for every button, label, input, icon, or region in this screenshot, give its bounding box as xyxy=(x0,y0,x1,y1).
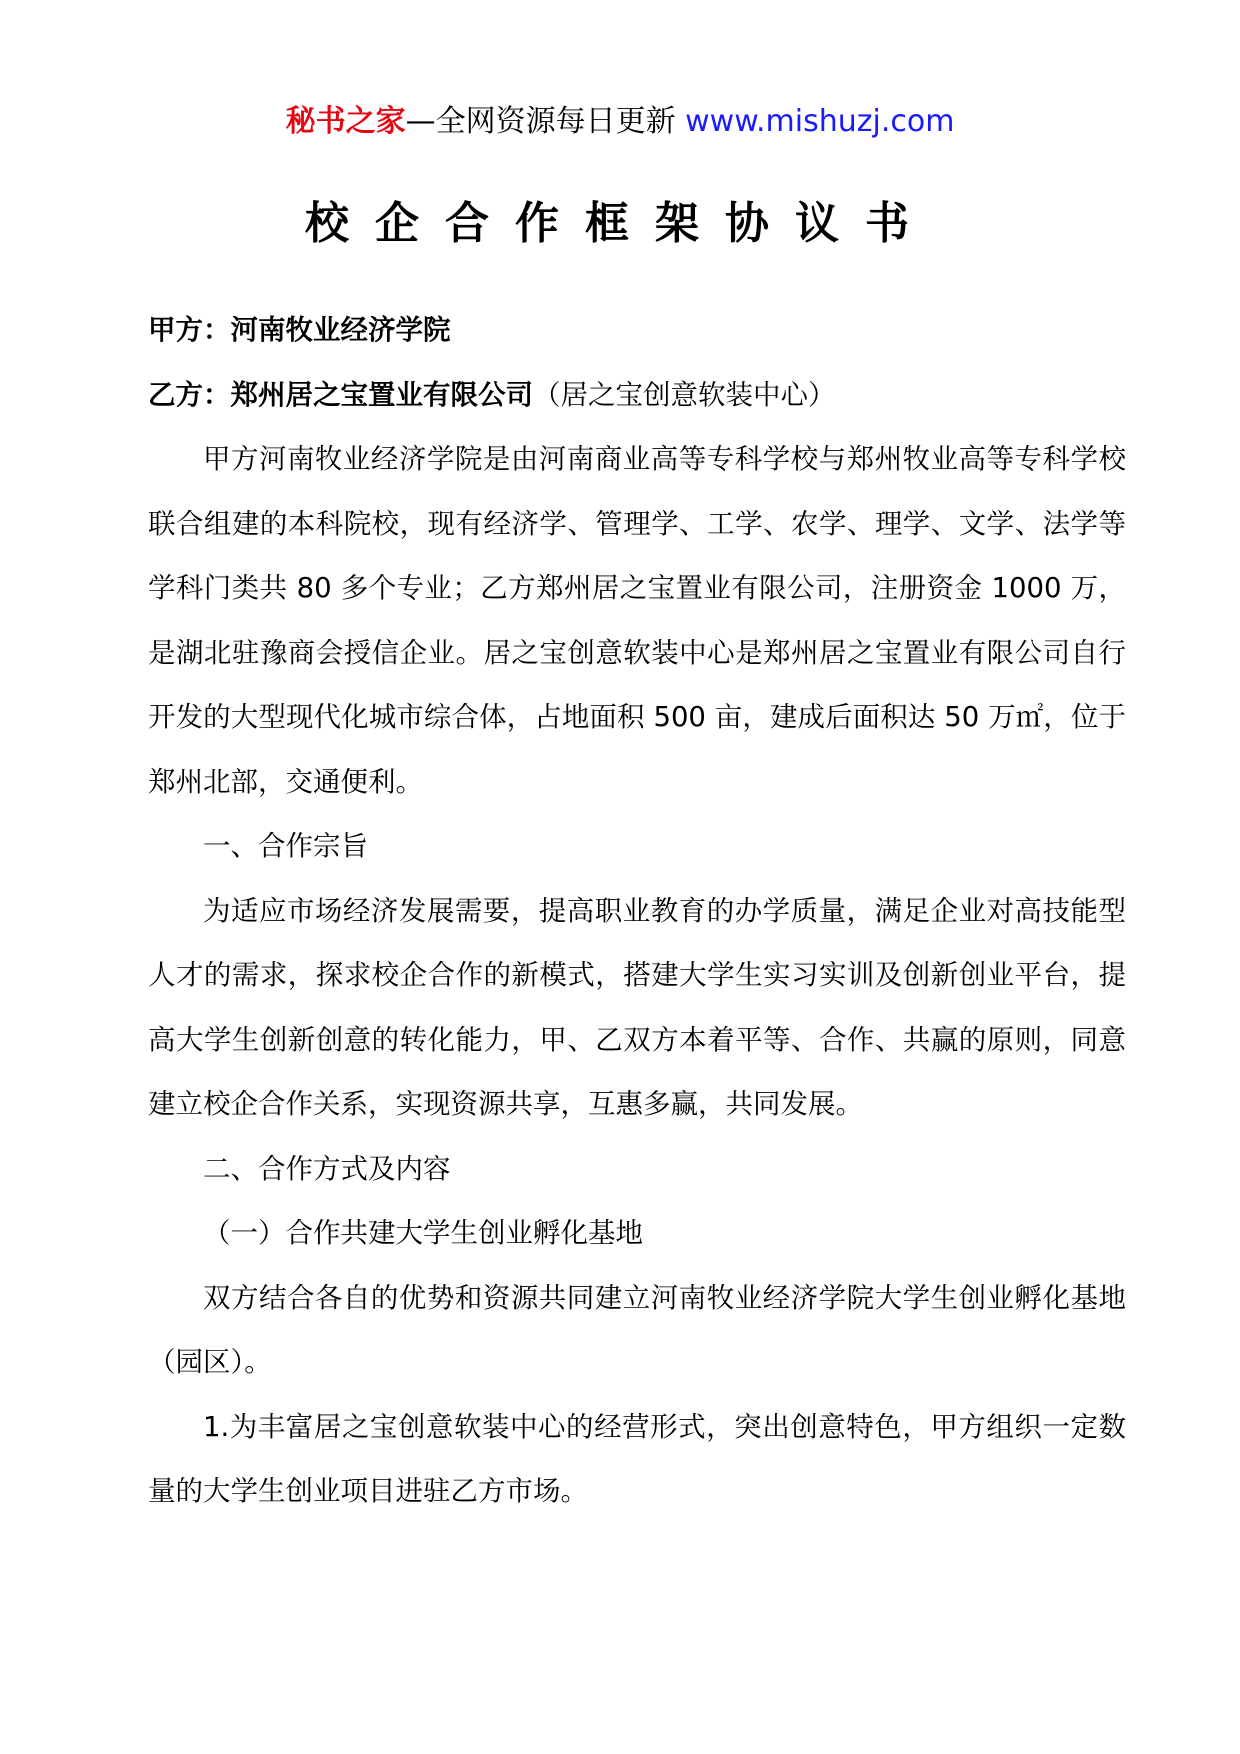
incubator-paragraph: 双方结合各自的优势和资源共同建立河南牧业经济学院大学生创业孵化基地（园区）。 xyxy=(148,1281,1126,1378)
party-b-label: 乙方： xyxy=(148,378,231,411)
document-body xyxy=(148,298,1126,1524)
party-a-label: 甲方： xyxy=(148,314,231,346)
party-a-name: 河南牧业经济学院 xyxy=(230,314,451,346)
item-1-paragraph: 1.为丰富居之宝创意软装中心的经营形式，突出创意特色，甲方组织一定数量的大学生创业项目进驻乙方市场。 xyxy=(148,1410,1126,1507)
section-heading-purpose: 一、合作宗旨 xyxy=(203,830,368,862)
party-b-line xyxy=(148,363,1126,428)
section-heading-cooperation: 二、合作方式及内容 xyxy=(203,1152,451,1185)
site-url-link[interactable]: www.mishuzj.com xyxy=(685,104,955,139)
brand-name: 秘书之家 xyxy=(285,104,406,139)
header-tagline: —全网资源每日更新 xyxy=(405,104,676,139)
intro-paragraph: 甲方河南牧业经济学院是由河南商业高等专科学校与郑州牧业高等专科学校联合组建的本科院校，现有经济学、管理学、工学、农学、理学、文学、法学等学科门类共 80 多个专业；乙方郑州居之宝置业有限公司，注册资金 1000 万，是湖北驻豫商会授信企业。居之宝创意软装中心是郑州居之宝置业有限公司自行开发的大型现代化城市综合体，占地面积 500 亩，建成后面积达 50 万㎡，位于郑州北部，交通便利。 xyxy=(148,443,1126,798)
party-a-line xyxy=(148,298,1126,363)
purpose-paragraph: 为适应市场经济发展需要，提高职业教育的办学质量，满足企业对高技能型人才的需求，探求校企合作的新模式，搭建大学生实习实训及创新创业平台，提高大学生创新创意的转化能力，甲、乙双方本着平等、合作、共赢的原则，同意建立校企合作关系，实现资源共享，互惠多赢，共同发展。 xyxy=(148,894,1126,1120)
site-header xyxy=(0,100,1240,144)
party-b-note: （居之宝创意软装中心） xyxy=(533,378,836,411)
party-b-name: 郑州居之宝置业有限公司 xyxy=(230,378,533,411)
subsection-heading-incubator: （一）合作共建大学生创业孵化基地 xyxy=(203,1217,643,1249)
document-title: 校企合作框架协议书 xyxy=(305,198,935,249)
